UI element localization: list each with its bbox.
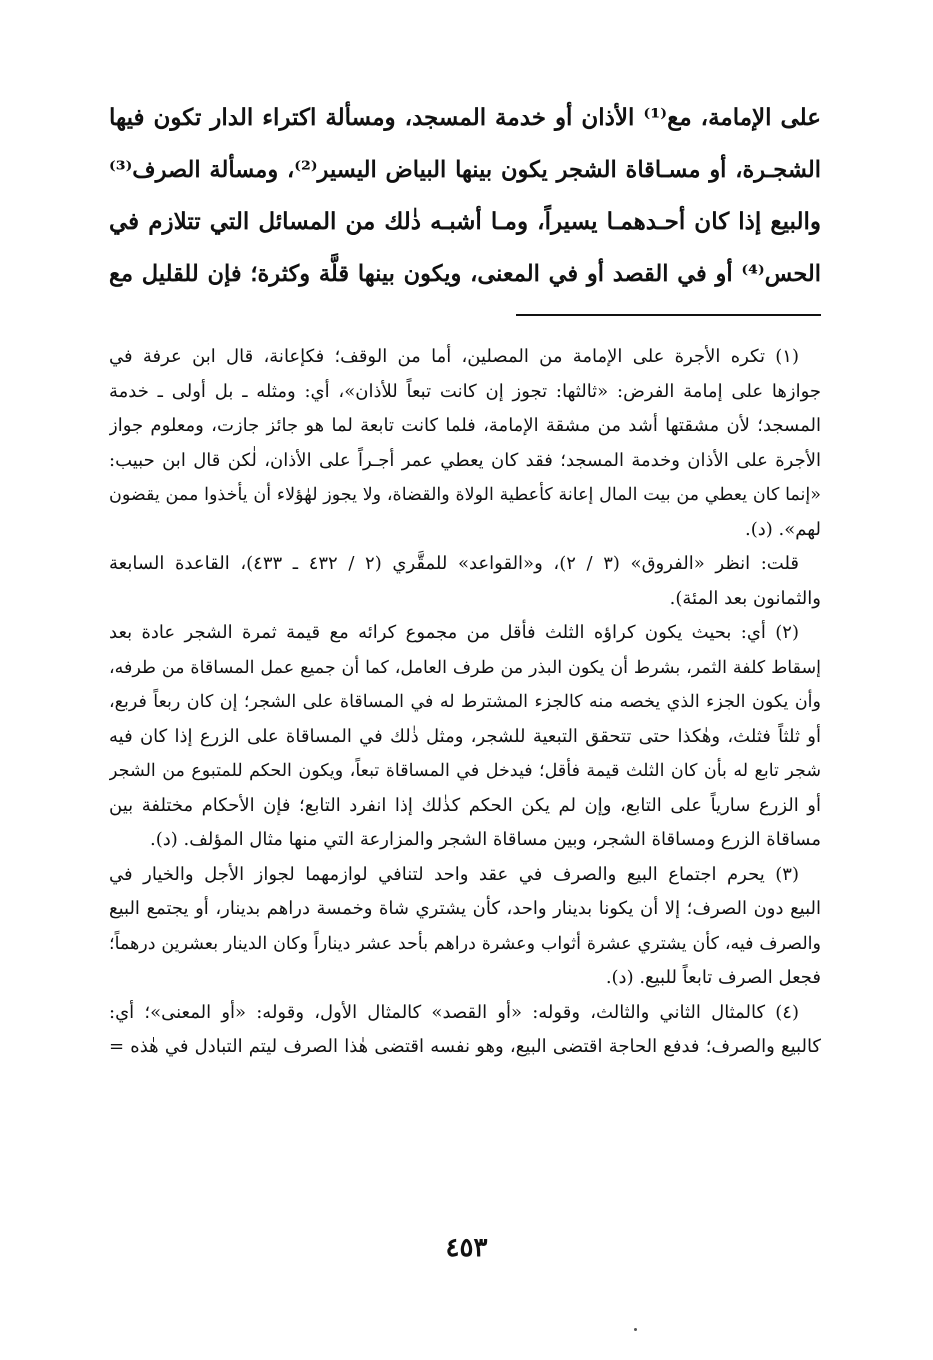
main-text-line: الشجـرة، أو مسـاقاة الشجر يكون بينها البياض اليسير⁽²⁾، ومسألة الصرف⁽³⁾ [109,157,821,183]
footnote-2-line: إسقاط كلفة الثمر، بشرط أن يكون البذر من طرف العامل، كما أن جميع عمل المساقاة من طرفه، [109,657,821,678]
footnote-1-line: المسجد؛ لأن مشقتها أشد من مشقة الإمامة، فلما كانت تابعة لما هو جائز جازت، ومعلوم جواز [109,415,821,436]
main-body-text [109,92,821,300]
footnote-2-line: شجر تابع له بأن كان الثلث قيمة فأقل؛ فيدخل في المساقاة تبعاً، ويكون الحكم للمتبوع من الشجر [109,761,821,781]
main-text-line: على الإمامة، مع⁽¹⁾ الأذان أو خدمة المسجد، ومسألة اكتراء الدار تكون فيها [109,104,821,131]
footnote-1-line: الأجرة على الأذان وخدمة المسجد؛ فقد كان يعطي عمر أجـراً على الأذان، لٰكن قال ابن حبيب: [109,449,821,471]
footnotes [109,340,821,1065]
footnote-2-line: أو ثلثاً فثلث، وهٰكذا حتى تتحقق التبعية للشجر، ومثل ذٰلك في المساقاة على الزرع إذا كان فيه [109,725,821,747]
footnote-separator [516,314,821,316]
footnote-2-line: وأن يكون الجزء الذي يخصه منه كالجزء المشترط له في المساقاة على الشجر؛ إن كان ربعاً فربع، [109,692,821,712]
page-number: ٤٥٣ [445,1233,488,1263]
footnote-2-line: أو الزرع سارياً على التابع، وإن لم يكن الحكم كذٰلك إذا انفرد التابع؛ فإن الأحكام مختلفة بين [109,794,821,816]
footnote-3-line: البيع دون الصرف؛ إلا أن يكونا بدينار واحد، كأن يشتري شاة وخمسة دراهم بدينار، أو يجتمع البيع [109,898,821,919]
footnote-1-line: جوازها على إمامة الفرض: «ثالثها: تجوز إن كانت تبعاً للأذان»، أي: ومثله ـ بل أولى ـ خدمة [109,380,821,402]
editor-note-line: والثمانون بعد المئة). [669,587,821,609]
footnote-1-line: (١) تكره الأجرة على الإمامة من المصلين، أما من الوقف؛ فكإعانة، قال ابن عرفة في [109,346,799,367]
footnote-3-line: فجعل الصرف تابعاً للبيع. (د). [605,967,821,988]
footnote-3-line: (٣) يحرم اجتماع البيع والصرف في عقد واحد لتنافي لوازمهما لجواز الأجل والخيار في [109,863,799,885]
main-text-line: الحس⁽⁴⁾ أو في القصد أو في المعنى، ويكون بينها قلَّة وكثرة؛ فإن للقليل مع [109,261,821,287]
scan-speck [634,1328,637,1331]
editor-note-line: قلت: انظر «الفروق» (٣ / ٢)، و«القواعد» للمقَّري (٢ / ٤٣٢ ـ ٤٣٣)، القاعدة السابعة [109,553,800,574]
footnote-1-line: لهم». (د). [745,518,821,540]
footnote-2-line: مساقاة الزرع ومساقاة الشجر، وبين مساقاة الشجر والمزارعة التي منها مثال المؤلف. (د). [150,829,821,850]
footnote-4-line: (٤) كالمثال الثاني والثالث، وقوله: «أو القصد» كالمثال الأول، وقوله: «أو المعنى»؛ أي: [109,1001,799,1023]
footnote-4-line: كالبيع والصرف؛ فدفع الحاجة اقتضى البيع، وهو نفسه اقتضى هٰذا الصرف ليتم التبادل في هٰذه = [109,1036,821,1057]
footnote-1-line: «إنما كان يعطي من بيت المال إعانة كأعطية الولاة والقضاة، ولا يجوز لهٰؤلاء أن يأخذوا ممن يقضون [109,485,821,505]
main-text-line: والبيع إذا كان أحـدهمـا يسيراً، ومـا أشبـه ذٰلك من المسائل التي تتلازم في [109,208,821,235]
footnote-3-line: والصرف فيه، كأن يشتري عشرة أثواب وعشرة دراهم بأحد عشر ديناراً وكان الدينار بعشرين درهماً؛ [109,933,821,954]
footnote-2-line: (٢) أي: بحيث يكون كراؤه الثلث فأقل من مجموع كرائه مع قيمة ثمرة الشجر عادة بعد [109,622,799,643]
